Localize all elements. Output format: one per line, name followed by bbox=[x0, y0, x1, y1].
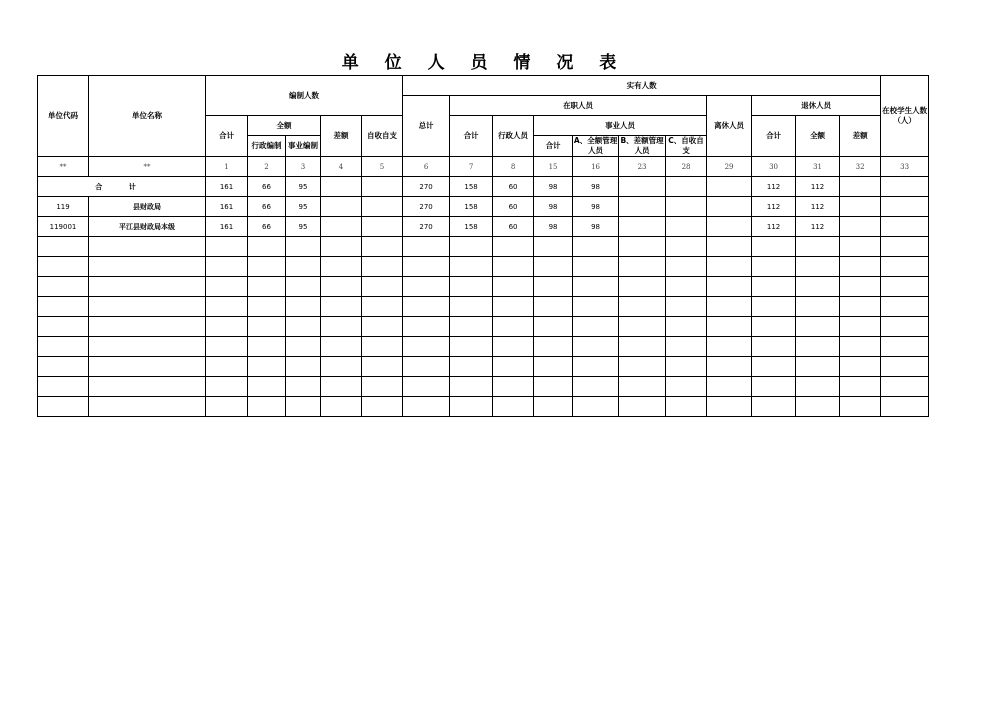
index-cell: 8 bbox=[493, 157, 534, 177]
empty-cell bbox=[206, 297, 248, 317]
empty-cell bbox=[752, 257, 796, 277]
empty-cell bbox=[38, 337, 89, 357]
empty-cell bbox=[707, 337, 752, 357]
table-row bbox=[38, 197, 929, 217]
empty-cell bbox=[840, 257, 881, 277]
empty-cell bbox=[666, 357, 707, 377]
empty-cell bbox=[206, 277, 248, 297]
table-cell: 158 bbox=[450, 197, 493, 217]
empty-cell bbox=[619, 357, 666, 377]
index-cell: 31 bbox=[796, 157, 840, 177]
table-cell: 270 bbox=[403, 177, 450, 197]
index-cell: 15 bbox=[534, 157, 573, 177]
empty-cell bbox=[450, 277, 493, 297]
empty-cell bbox=[493, 377, 534, 397]
empty-cell bbox=[362, 337, 403, 357]
empty-cell bbox=[321, 377, 362, 397]
empty-cell bbox=[248, 397, 286, 417]
total-label: 合 计 bbox=[38, 177, 206, 197]
empty-cell bbox=[707, 397, 752, 417]
table-cell bbox=[619, 217, 666, 237]
empty-cell bbox=[286, 337, 321, 357]
empty-cell bbox=[362, 357, 403, 377]
index-cell: 1 bbox=[206, 157, 248, 177]
table-cell bbox=[362, 217, 403, 237]
empty-cell bbox=[286, 357, 321, 377]
empty-cell bbox=[573, 277, 619, 297]
empty-cell bbox=[493, 337, 534, 357]
index-cell: 23 bbox=[619, 157, 666, 177]
empty-cell bbox=[206, 257, 248, 277]
table-cell: 112 bbox=[796, 177, 840, 197]
empty-cell bbox=[619, 277, 666, 297]
table-cell bbox=[881, 197, 929, 217]
table-cell: 98 bbox=[573, 217, 619, 237]
index-cell: 33 bbox=[881, 157, 929, 177]
empty-cell bbox=[573, 237, 619, 257]
header-a-quane: A、全额管理人员 bbox=[573, 136, 618, 155]
index-cell: 30 bbox=[752, 157, 796, 177]
empty-cell bbox=[248, 277, 286, 297]
table-cell bbox=[707, 177, 752, 197]
table-cell: 60 bbox=[493, 197, 534, 217]
empty-row bbox=[38, 297, 929, 317]
empty-cell bbox=[362, 377, 403, 397]
table-cell bbox=[666, 197, 707, 217]
empty-cell bbox=[38, 317, 89, 337]
table-cell: 270 bbox=[403, 197, 450, 217]
header-unit-name: 单位名称 bbox=[89, 76, 206, 157]
index-cell: 32 bbox=[840, 157, 881, 177]
empty-cell bbox=[534, 357, 573, 377]
empty-cell bbox=[403, 237, 450, 257]
empty-cell bbox=[752, 277, 796, 297]
unit-name-cell: 平江县财政局本级 bbox=[89, 217, 206, 237]
header-shiyou: 实有人数 bbox=[403, 76, 881, 96]
empty-row bbox=[38, 357, 929, 377]
empty-cell bbox=[619, 257, 666, 277]
empty-cell bbox=[493, 317, 534, 337]
empty-cell bbox=[534, 237, 573, 257]
table-cell: 95 bbox=[286, 177, 321, 197]
empty-cell bbox=[403, 297, 450, 317]
index-cell: 2 bbox=[248, 157, 286, 177]
empty-cell bbox=[403, 257, 450, 277]
table-cell: 158 bbox=[450, 177, 493, 197]
empty-cell bbox=[362, 317, 403, 337]
empty-cell bbox=[206, 337, 248, 357]
empty-cell bbox=[666, 337, 707, 357]
empty-cell bbox=[493, 357, 534, 377]
empty-cell bbox=[707, 317, 752, 337]
empty-cell bbox=[89, 237, 206, 257]
empty-cell bbox=[796, 237, 840, 257]
empty-cell bbox=[881, 277, 929, 297]
header-zaizhi: 在职人员 bbox=[450, 96, 707, 116]
empty-cell bbox=[840, 377, 881, 397]
table-cell bbox=[707, 197, 752, 217]
empty-cell bbox=[403, 357, 450, 377]
header-xingzheng-renyuan: 行政人员 bbox=[493, 116, 534, 157]
header-tuixiu-quane: 全额 bbox=[796, 116, 840, 157]
empty-cell bbox=[321, 277, 362, 297]
header-tuixiu-heji: 合计 bbox=[752, 116, 796, 157]
empty-cell bbox=[248, 237, 286, 257]
table-cell bbox=[666, 177, 707, 197]
empty-cell bbox=[573, 317, 619, 337]
table-cell: 270 bbox=[403, 217, 450, 237]
empty-cell bbox=[573, 257, 619, 277]
header-bianzhi-chae: 差额 bbox=[321, 116, 362, 157]
index-cell: ** bbox=[38, 157, 89, 177]
empty-cell bbox=[666, 397, 707, 417]
empty-cell bbox=[38, 357, 89, 377]
empty-cell bbox=[403, 397, 450, 417]
empty-cell bbox=[796, 257, 840, 277]
empty-cell bbox=[248, 377, 286, 397]
index-cell: 7 bbox=[450, 157, 493, 177]
empty-cell bbox=[840, 297, 881, 317]
header-zaixiao: 在校学生人数（人） bbox=[881, 76, 929, 157]
empty-cell bbox=[286, 297, 321, 317]
empty-row bbox=[38, 237, 929, 257]
empty-cell bbox=[493, 297, 534, 317]
empty-cell bbox=[840, 317, 881, 337]
column-index-row bbox=[38, 157, 929, 177]
empty-cell bbox=[666, 377, 707, 397]
table-cell: 98 bbox=[534, 197, 573, 217]
empty-cell bbox=[796, 357, 840, 377]
table-cell: 112 bbox=[752, 197, 796, 217]
empty-cell bbox=[707, 237, 752, 257]
empty-cell bbox=[534, 297, 573, 317]
empty-cell bbox=[619, 237, 666, 257]
empty-cell bbox=[321, 317, 362, 337]
empty-cell bbox=[881, 257, 929, 277]
empty-cell bbox=[619, 317, 666, 337]
empty-cell bbox=[286, 237, 321, 257]
table-cell: 98 bbox=[573, 177, 619, 197]
empty-cell bbox=[38, 277, 89, 297]
header-shiye-bianzhi: 事业编制 bbox=[286, 136, 321, 157]
empty-cell bbox=[403, 337, 450, 357]
empty-cell bbox=[286, 397, 321, 417]
empty-cell bbox=[619, 397, 666, 417]
empty-cell bbox=[89, 377, 206, 397]
empty-cell bbox=[796, 317, 840, 337]
empty-cell bbox=[321, 337, 362, 357]
table-cell bbox=[666, 217, 707, 237]
empty-cell bbox=[840, 397, 881, 417]
empty-cell bbox=[881, 297, 929, 317]
empty-row bbox=[38, 257, 929, 277]
table-cell bbox=[321, 197, 362, 217]
header-xingzheng-bianzhi: 行政编制 bbox=[248, 136, 286, 157]
table-cell: 60 bbox=[493, 217, 534, 237]
empty-cell bbox=[573, 297, 619, 317]
empty-row bbox=[38, 277, 929, 297]
empty-cell bbox=[881, 397, 929, 417]
header-c-zishou: C、自收自支 bbox=[666, 136, 707, 157]
table-cell: 112 bbox=[752, 217, 796, 237]
table-cell bbox=[840, 177, 881, 197]
header-bianzhi-heji: 合计 bbox=[206, 116, 248, 157]
table-row bbox=[38, 217, 929, 237]
table-cell bbox=[619, 177, 666, 197]
table-cell bbox=[707, 217, 752, 237]
table-cell: 66 bbox=[248, 217, 286, 237]
header-tuixiu: 退休人员 bbox=[752, 96, 881, 116]
empty-cell bbox=[707, 277, 752, 297]
empty-cell bbox=[450, 297, 493, 317]
table-cell: 112 bbox=[796, 197, 840, 217]
index-cell: 5 bbox=[362, 157, 403, 177]
empty-cell bbox=[493, 277, 534, 297]
empty-cell bbox=[796, 397, 840, 417]
empty-cell bbox=[573, 337, 619, 357]
table-cell: 66 bbox=[248, 177, 286, 197]
empty-cell bbox=[707, 297, 752, 317]
empty-cell bbox=[248, 337, 286, 357]
empty-cell bbox=[321, 397, 362, 417]
table-cell bbox=[321, 177, 362, 197]
unit-code-cell: 119001 bbox=[38, 217, 89, 237]
empty-cell bbox=[796, 297, 840, 317]
empty-cell bbox=[752, 317, 796, 337]
empty-cell bbox=[707, 357, 752, 377]
table-cell bbox=[881, 177, 929, 197]
empty-cell bbox=[450, 317, 493, 337]
empty-cell bbox=[707, 377, 752, 397]
table-cell: 161 bbox=[206, 217, 248, 237]
table-cell bbox=[362, 177, 403, 197]
empty-cell bbox=[573, 377, 619, 397]
empty-cell bbox=[321, 237, 362, 257]
empty-cell bbox=[248, 257, 286, 277]
header-bianzhi-zishou: 自收自支 bbox=[362, 116, 403, 157]
table-cell: 161 bbox=[206, 177, 248, 197]
personnel-table bbox=[37, 75, 929, 417]
empty-cell bbox=[666, 237, 707, 257]
empty-cell bbox=[534, 277, 573, 297]
empty-cell bbox=[840, 357, 881, 377]
empty-cell bbox=[362, 277, 403, 297]
index-cell: 3 bbox=[286, 157, 321, 177]
empty-cell bbox=[321, 257, 362, 277]
empty-cell bbox=[796, 337, 840, 357]
empty-cell bbox=[752, 337, 796, 357]
empty-cell bbox=[752, 377, 796, 397]
empty-cell bbox=[38, 237, 89, 257]
empty-cell bbox=[752, 237, 796, 257]
empty-row bbox=[38, 377, 929, 397]
index-cell: 16 bbox=[573, 157, 619, 177]
empty-cell bbox=[89, 317, 206, 337]
table-cell: 66 bbox=[248, 197, 286, 217]
header-quane: 全额 bbox=[248, 116, 321, 136]
table-cell bbox=[840, 217, 881, 237]
header-shiye-renyuan: 事业人员 bbox=[534, 116, 707, 136]
empty-cell bbox=[881, 317, 929, 337]
empty-cell bbox=[321, 297, 362, 317]
header-zaizhi-heji: 合计 bbox=[450, 116, 493, 157]
empty-cell bbox=[573, 397, 619, 417]
table-cell bbox=[619, 197, 666, 217]
empty-cell bbox=[752, 397, 796, 417]
empty-cell bbox=[248, 317, 286, 337]
total-row bbox=[38, 177, 929, 197]
empty-cell bbox=[881, 337, 929, 357]
empty-cell bbox=[796, 377, 840, 397]
empty-cell bbox=[796, 277, 840, 297]
header-b-chae: B、差额管理人员 bbox=[620, 136, 664, 155]
empty-cell bbox=[534, 377, 573, 397]
empty-cell bbox=[666, 257, 707, 277]
empty-cell bbox=[450, 337, 493, 357]
empty-cell bbox=[534, 337, 573, 357]
empty-cell bbox=[752, 297, 796, 317]
empty-cell bbox=[403, 317, 450, 337]
table-cell: 112 bbox=[796, 217, 840, 237]
empty-cell bbox=[206, 397, 248, 417]
empty-cell bbox=[248, 297, 286, 317]
empty-cell bbox=[248, 357, 286, 377]
empty-cell bbox=[206, 317, 248, 337]
table-cell: 161 bbox=[206, 197, 248, 217]
empty-cell bbox=[450, 237, 493, 257]
empty-cell bbox=[881, 357, 929, 377]
empty-cell bbox=[534, 257, 573, 277]
empty-cell bbox=[493, 237, 534, 257]
empty-cell bbox=[362, 297, 403, 317]
empty-cell bbox=[450, 397, 493, 417]
table-cell: 158 bbox=[450, 217, 493, 237]
empty-cell bbox=[206, 357, 248, 377]
empty-cell bbox=[840, 237, 881, 257]
header-tuixiu-chae: 差额 bbox=[840, 116, 881, 157]
empty-cell bbox=[286, 277, 321, 297]
table-cell bbox=[840, 197, 881, 217]
empty-cell bbox=[493, 257, 534, 277]
index-cell: ** bbox=[89, 157, 206, 177]
table-cell: 60 bbox=[493, 177, 534, 197]
empty-cell bbox=[707, 257, 752, 277]
page-title: 单 位 人 员 情 况 表 bbox=[341, 53, 627, 73]
empty-cell bbox=[450, 257, 493, 277]
empty-cell bbox=[881, 237, 929, 257]
empty-cell bbox=[89, 257, 206, 277]
unit-name-cell: 县财政局 bbox=[89, 197, 206, 217]
empty-cell bbox=[206, 237, 248, 257]
empty-cell bbox=[89, 297, 206, 317]
table-cell bbox=[321, 217, 362, 237]
index-cell: 29 bbox=[707, 157, 752, 177]
empty-cell bbox=[362, 397, 403, 417]
header-bianzhi: 编制人数 bbox=[206, 76, 403, 116]
empty-cell bbox=[362, 257, 403, 277]
empty-cell bbox=[619, 377, 666, 397]
empty-cell bbox=[362, 237, 403, 257]
empty-cell bbox=[89, 337, 206, 357]
empty-cell bbox=[573, 357, 619, 377]
empty-cell bbox=[403, 377, 450, 397]
table-cell bbox=[881, 217, 929, 237]
empty-cell bbox=[666, 317, 707, 337]
header-unit-code: 单位代码 bbox=[38, 76, 89, 157]
table-cell: 98 bbox=[573, 197, 619, 217]
unit-code-cell: 119 bbox=[38, 197, 89, 217]
empty-cell bbox=[752, 357, 796, 377]
index-cell: 6 bbox=[403, 157, 450, 177]
empty-cell bbox=[493, 397, 534, 417]
empty-cell bbox=[619, 337, 666, 357]
empty-cell bbox=[38, 397, 89, 417]
empty-cell bbox=[38, 297, 89, 317]
empty-cell bbox=[534, 317, 573, 337]
empty-cell bbox=[286, 317, 321, 337]
empty-cell bbox=[321, 357, 362, 377]
empty-cell bbox=[286, 377, 321, 397]
empty-cell bbox=[403, 277, 450, 297]
empty-cell bbox=[89, 397, 206, 417]
empty-cell bbox=[666, 277, 707, 297]
empty-cell bbox=[38, 257, 89, 277]
empty-cell bbox=[534, 397, 573, 417]
index-cell: 4 bbox=[321, 157, 362, 177]
empty-row bbox=[38, 337, 929, 357]
empty-row bbox=[38, 397, 929, 417]
empty-cell bbox=[666, 297, 707, 317]
header-lixiu: 离休人员 bbox=[707, 96, 752, 157]
empty-cell bbox=[619, 297, 666, 317]
empty-row bbox=[38, 317, 929, 337]
empty-cell bbox=[89, 357, 206, 377]
header-shiye-heji: 合计 bbox=[534, 136, 573, 157]
empty-cell bbox=[450, 357, 493, 377]
table-cell: 112 bbox=[752, 177, 796, 197]
empty-cell bbox=[881, 377, 929, 397]
empty-cell bbox=[89, 277, 206, 297]
empty-cell bbox=[840, 277, 881, 297]
empty-rows bbox=[38, 237, 929, 417]
empty-cell bbox=[286, 257, 321, 277]
index-cell: 28 bbox=[666, 157, 707, 177]
table-cell: 98 bbox=[534, 217, 573, 237]
table-cell: 95 bbox=[286, 197, 321, 217]
table-cell: 98 bbox=[534, 177, 573, 197]
empty-cell bbox=[206, 377, 248, 397]
empty-cell bbox=[38, 377, 89, 397]
header-zongji: 总计 bbox=[403, 96, 450, 157]
empty-cell bbox=[840, 337, 881, 357]
table-cell bbox=[362, 197, 403, 217]
empty-cell bbox=[450, 377, 493, 397]
table-cell: 95 bbox=[286, 217, 321, 237]
